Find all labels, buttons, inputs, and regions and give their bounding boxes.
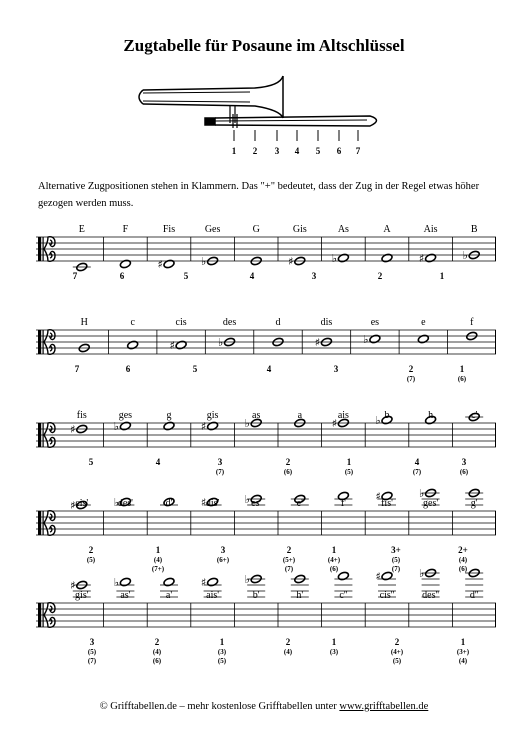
slide-position: 3 — [217, 457, 223, 467]
alt-slide-position: (4+) — [327, 556, 341, 564]
sharp-sign: ♯ — [70, 499, 76, 512]
sharp-sign: ♯ — [331, 417, 338, 430]
note-name: ges — [118, 410, 133, 421]
slide-position-number: 6 — [336, 146, 342, 156]
note-name: c — [130, 317, 135, 328]
slide-position-number: 5 — [315, 146, 321, 156]
alt-slide-position: (5) — [391, 556, 401, 564]
note-name: F — [122, 224, 129, 235]
slide-position: 1 — [439, 271, 445, 281]
note-name: fis' — [381, 498, 393, 509]
note-head — [465, 412, 483, 422]
note-staff — [36, 222, 496, 322]
note-staff — [36, 487, 496, 596]
note-head — [119, 259, 131, 269]
note-head — [163, 259, 175, 269]
alt-slide-position: (5) — [87, 648, 97, 656]
flat-sign: ♭ — [418, 567, 425, 580]
alt-slide-position: (3) — [217, 648, 227, 656]
flat-sign: ♭ — [462, 249, 468, 262]
slide-position: 1 — [155, 545, 161, 555]
alt-slide-position: (4) — [458, 657, 468, 665]
alt-slide-position: (5) — [392, 657, 402, 665]
note-head — [127, 340, 139, 350]
slide-position: 1 — [459, 364, 465, 374]
alt-slide-position: (6) — [329, 565, 339, 573]
slide-position-number: 4 — [294, 146, 300, 156]
note-head — [369, 334, 381, 344]
note-name: g' — [470, 498, 478, 509]
note-name: gis — [206, 410, 219, 421]
note-name: a — [297, 410, 303, 421]
note-name: d — [275, 317, 281, 328]
flat-sign: ♭ — [375, 414, 381, 427]
alt-slide-position: (7) — [391, 565, 401, 573]
sharp-sign: ♯ — [169, 339, 175, 352]
slide-position-number: 7 — [355, 146, 361, 156]
sharp-sign: ♯ — [200, 496, 207, 509]
note-head — [425, 253, 437, 263]
footer-link[interactable]: www.grifftabellen.de — [339, 701, 429, 712]
alt-slide-position: (6) — [283, 468, 293, 476]
note-name: e' — [296, 498, 303, 509]
slide-position: 2 — [285, 637, 291, 647]
alt-slide-position: (6+) — [216, 556, 230, 564]
flat-sign: ♭ — [217, 336, 224, 349]
slide-position: 3 — [220, 545, 226, 555]
note-name: f' — [340, 498, 346, 509]
note-name: des'' — [422, 590, 440, 601]
sharp-sign: ♯ — [418, 252, 425, 265]
slide-position: 7 — [72, 271, 78, 281]
flat-sign: ♭ — [363, 333, 369, 346]
alt-slide-position: (7) — [87, 657, 97, 665]
note-name: as' — [120, 590, 131, 601]
note-name: b — [384, 410, 390, 421]
slide-position: 5 — [88, 457, 94, 467]
note-name: A — [383, 224, 391, 235]
slide-position: 1 — [331, 545, 337, 555]
flat-sign: ♭ — [331, 252, 338, 265]
note-name: As — [337, 224, 349, 235]
sharp-sign: ♯ — [314, 336, 321, 349]
note-name: c' — [471, 410, 478, 421]
note-name: b' — [252, 590, 260, 601]
note-name: E — [78, 224, 85, 235]
slide-position: 3 — [89, 637, 95, 647]
slide-position: 1 — [460, 637, 466, 647]
slide-position: 4 — [266, 364, 272, 374]
note-name: a' — [165, 590, 173, 601]
note-name: cis'' — [379, 590, 395, 601]
slide-position: 2 — [377, 271, 383, 281]
alt-slide-position: (7) — [406, 375, 416, 383]
slide-position-number: 2 — [252, 146, 258, 156]
alt-slide-position: (4+) — [390, 648, 404, 656]
note-name: G — [252, 224, 260, 235]
note-head — [119, 421, 131, 431]
flat-sign: ♭ — [244, 573, 250, 586]
note-name: fis — [76, 410, 87, 421]
alt-slide-position: (5+) — [282, 556, 296, 564]
note-head — [207, 421, 219, 431]
note-name: as — [252, 410, 261, 421]
note-name: Ais — [423, 224, 438, 235]
flat-sign: ♭ — [200, 255, 207, 268]
slide-position: 2 — [408, 364, 414, 374]
alt-slide-position: (3+) — [456, 648, 470, 656]
note-name: h — [428, 410, 434, 421]
note-name: es' — [251, 498, 262, 509]
note-name: d' — [165, 498, 173, 509]
flat-sign: ♭ — [113, 496, 120, 509]
note-name: B — [470, 224, 478, 235]
alt-slide-position: (6) — [458, 565, 468, 573]
note-head — [337, 253, 349, 263]
sharp-sign: ♯ — [157, 258, 163, 271]
slide-position: 4 — [414, 457, 420, 467]
alt-slide-position: (6) — [457, 375, 467, 383]
slide-position: 3 — [311, 271, 317, 281]
note-head — [381, 253, 393, 263]
slide-position: 5 — [192, 364, 198, 374]
slide-position: 3 — [461, 457, 467, 467]
alt-slide-position: (4) — [152, 648, 162, 656]
note-head — [175, 340, 187, 350]
alt-slide-position: (7+) — [151, 565, 165, 573]
flat-sign: ♭ — [113, 420, 120, 433]
note-staff — [36, 315, 496, 415]
sharp-sign: ♯ — [375, 490, 381, 503]
note-name: Gis — [292, 224, 307, 235]
note-name: ges' — [423, 498, 439, 509]
alt-slide-position: (3) — [329, 648, 339, 656]
alt-slide-position: (4) — [283, 648, 293, 656]
note-name: cis' — [75, 498, 89, 509]
alt-slide-position: (7) — [215, 468, 225, 476]
slide-position-number: 3 — [274, 146, 280, 156]
alt-slide-position: (7) — [412, 468, 422, 476]
footer-text: © Grifftabellen.de – mehr kostenlose Grifftabellen unter — [99, 701, 340, 712]
slide-position: 6 — [125, 364, 131, 374]
alt-slide-position: (5) — [344, 468, 354, 476]
note-name: des — [222, 317, 237, 328]
note-name: f — [470, 317, 474, 328]
note-name: h' — [296, 590, 304, 601]
alt-slide-position: (6) — [459, 468, 469, 476]
slide-position-number: 1 — [231, 146, 237, 156]
note-name: es — [370, 317, 380, 328]
alt-slide-position: (7) — [284, 565, 294, 573]
slide-position: 4 — [155, 457, 161, 467]
slide-position: 3 — [333, 364, 339, 374]
slide-position: 2 — [394, 637, 400, 647]
page-title: Zugtabelle für Posaune im Altschlüssel — [123, 36, 405, 55]
note-name: Fis — [162, 224, 176, 235]
note-name: cis — [175, 317, 187, 328]
slide-position: 2+ — [458, 545, 468, 555]
sharp-sign: ♯ — [200, 420, 207, 433]
slide-position: 2 — [286, 545, 292, 555]
sharp-sign: ♯ — [200, 576, 207, 589]
note-name: g — [166, 410, 172, 421]
note-name: des' — [117, 498, 133, 509]
note-name: c'' — [339, 590, 348, 601]
sharp-sign: ♯ — [70, 579, 76, 592]
note-name: ais' — [206, 590, 220, 601]
note-name: Ges — [204, 224, 221, 235]
sharp-sign: ♯ — [70, 423, 76, 436]
slide-position: 5 — [183, 271, 189, 281]
footer — [0, 701, 528, 712]
sharp-sign: ♯ — [288, 255, 294, 268]
slide-position: 3+ — [391, 545, 401, 555]
slide-position: 4 — [249, 271, 255, 281]
slide-position: 6 — [119, 271, 125, 281]
note-name: H — [80, 317, 88, 328]
slide-position: 1 — [346, 457, 352, 467]
description-text: Alternative Zugpositionen stehen in Klammern. Das "+" bedeutet, dass der Zug in der Regel etwas höher gezogen werden muss. — [38, 181, 480, 209]
note-name: dis' — [205, 498, 220, 509]
slide-position: 1 — [331, 637, 337, 647]
note-head — [417, 334, 429, 344]
flat-sign: ♭ — [418, 487, 425, 500]
alt-slide-position: (4) — [153, 556, 163, 564]
note-name: e — [421, 317, 426, 328]
slide-position: 1 — [219, 637, 225, 647]
alt-slide-position: (6) — [152, 657, 162, 665]
note-name: dis — [320, 317, 333, 328]
alt-slide-position: (5) — [217, 657, 227, 665]
alt-slide-position: (5) — [86, 556, 96, 564]
slide-position: 2 — [285, 457, 291, 467]
note-staff — [36, 567, 496, 688]
flat-sign: ♭ — [244, 417, 250, 430]
note-name: gis' — [75, 590, 89, 601]
alt-slide-position: (4) — [458, 556, 468, 564]
note-name: ais — [337, 410, 349, 421]
note-head — [163, 421, 175, 431]
flat-sign: ♭ — [244, 493, 250, 506]
trombone-illustration — [135, 78, 385, 160]
sharp-sign: ♯ — [375, 570, 381, 583]
slide-position: 7 — [74, 364, 80, 374]
flat-sign: ♭ — [113, 576, 120, 589]
slide-position: 2 — [154, 637, 160, 647]
note-name: d'' — [469, 590, 479, 601]
slide-position: 2 — [88, 545, 94, 555]
